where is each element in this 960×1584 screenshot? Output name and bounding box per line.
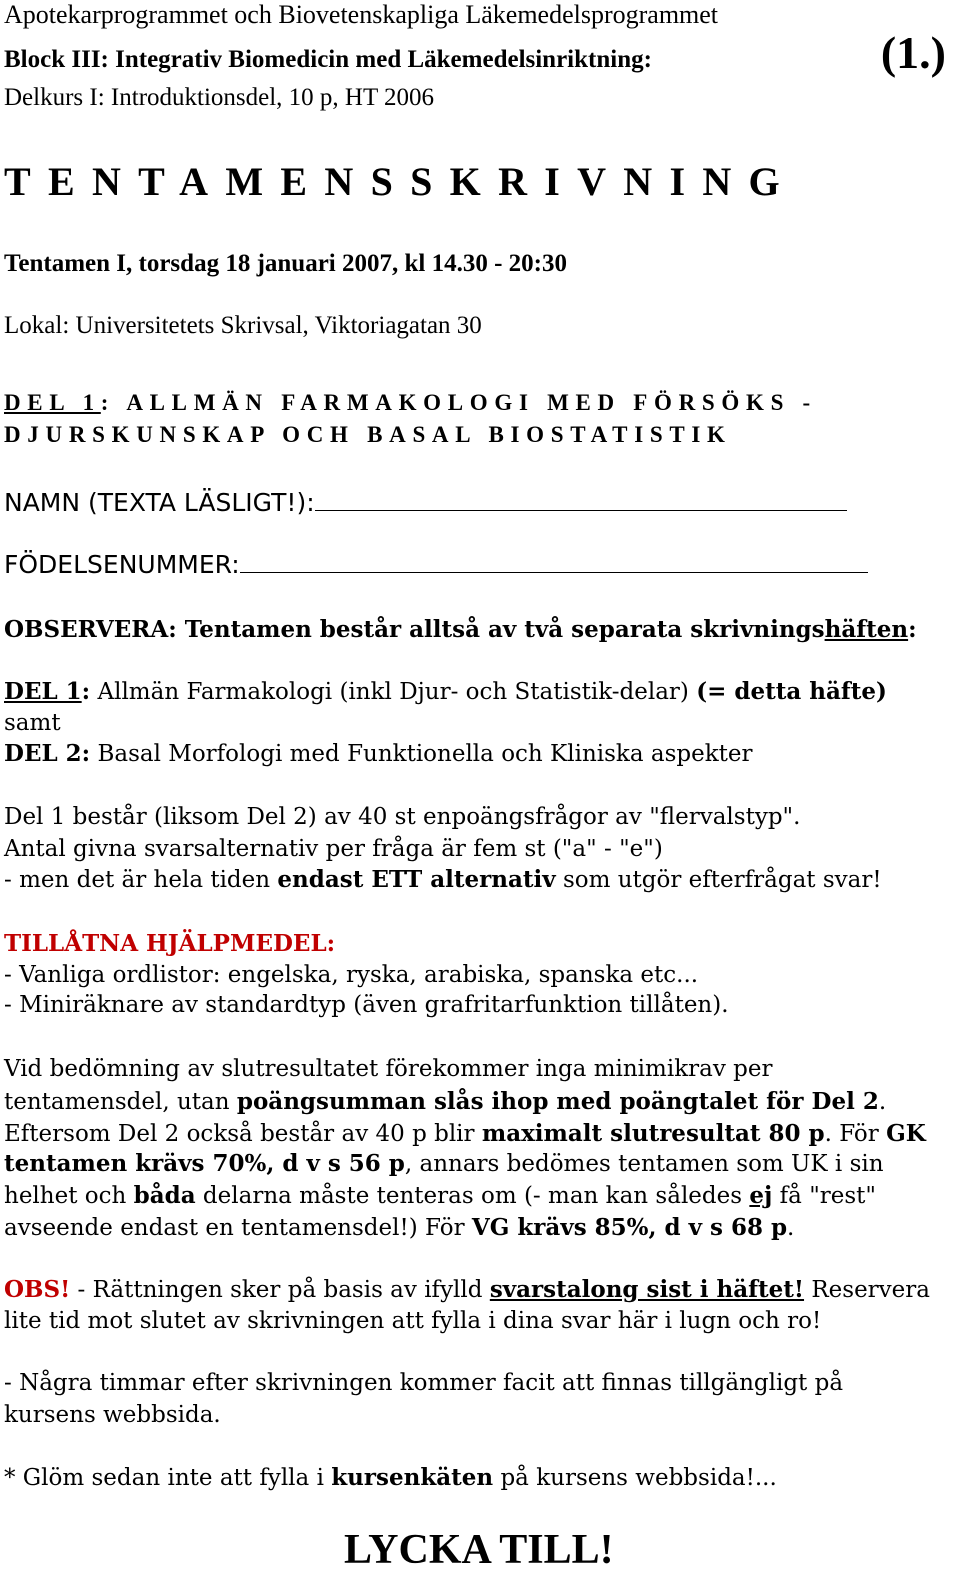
- format-line-3-bold: endast ETT alternativ: [277, 866, 556, 893]
- program-line: Apotekarprogrammet och Biovetenskapliga Läkemedelsprogrammet: [4, 0, 719, 29]
- page-number: (1.): [880, 27, 946, 78]
- grading-line-5-bold: båda: [133, 1182, 196, 1209]
- del2-text: Basal Morfologi med Funktionella och Kliniska aspekter: [90, 741, 753, 767]
- part-title-rest: : ALLMÄN FARMAKOLOGI MED FÖRSÖKS -: [100, 390, 817, 415]
- format-line-3: [4, 866, 882, 893]
- grading-line-1: Vid bedömning av slutresultatet förekommer inga minimikrav per: [4, 1056, 773, 1082]
- block-line: Block III: Integrativ Biomedicin med Läkemedelsinriktning:: [4, 46, 652, 73]
- exam-location-line: Lokal: Universitetets Skrivsal, Viktoriagatan 30: [4, 312, 482, 339]
- part-title-line1: [4, 390, 817, 416]
- observe-underlined: häften: [824, 616, 909, 643]
- obs-line-1: [4, 1276, 930, 1303]
- obs-line-1-a: - Rättningen sker på basis av ifylld: [70, 1277, 490, 1303]
- grading-line-6: [4, 1214, 794, 1241]
- del1-text: Allmän Farmakologi (inkl Djur- och Statistik-delar): [90, 679, 697, 705]
- samt-line: samt: [4, 710, 61, 736]
- grading-line-2-a: tentamensdel, utan: [4, 1089, 237, 1115]
- grading-line-3-bold-2: GK: [886, 1120, 926, 1147]
- grading-line-3-bold-1: maximalt slutresultat 80 p: [481, 1120, 825, 1147]
- aids-item-1: - Vanliga ordlistor: engelska, ryska, arabiska, spanska etc...: [4, 962, 699, 988]
- grading-line-6-a: avseende endast en tentamensdel!) För: [4, 1215, 472, 1241]
- page-title: TENTAMENSSKRIVNING: [4, 159, 797, 204]
- grading-line-2: [4, 1088, 886, 1115]
- del1-line: [4, 678, 887, 705]
- grading-line-5-c: få "rest": [772, 1183, 877, 1209]
- grading-line-2-bold: poängsumman slås ihop med poängtalet för Del 2: [236, 1088, 879, 1115]
- del2-line: [4, 740, 753, 767]
- format-line-3-a: - men det är hela tiden: [4, 867, 278, 893]
- obs-line-2: lite tid mot slutet av skrivningen att fylla i dina svar här i lugn och ro!: [4, 1308, 822, 1334]
- facit-line-1: - Några timmar efter skrivningen kommer facit att finnas tillgängligt på: [4, 1370, 844, 1396]
- format-line-2: Antal givna svarsalternativ per fråga är fem st ("a" - "e"): [4, 836, 663, 862]
- aids-heading: TILLÅTNA HJÄLPMEDEL:: [4, 930, 336, 957]
- name-blank-line[interactable]: [315, 509, 847, 511]
- closing-greeting: LYCKA TILL!: [344, 1527, 614, 1573]
- obs-line-1-b: Reservera: [804, 1277, 930, 1303]
- name-field[interactable]: [4, 488, 847, 517]
- observe-line: [4, 616, 917, 643]
- exam-date-line: Tentamen I, torsdag 18 januari 2007, kl 14.30 - 20:30: [4, 250, 567, 277]
- grading-line-4: [4, 1150, 884, 1177]
- obs-line-1-underlined: svarstalong sist i häftet!: [489, 1276, 805, 1303]
- aids-item-2: - Miniräknare av standardtyp (även grafritarfunktion tillåten).: [4, 992, 729, 1018]
- birth-number-field[interactable]: [4, 550, 868, 579]
- grading-line-5-ej: ej: [749, 1182, 773, 1209]
- course-line: Delkurs I: Introduktionsdel, 10 p, HT 2006: [4, 84, 435, 111]
- grading-line-6-bold: VG krävs 85%, d v s 68 p: [471, 1214, 788, 1241]
- grading-line-3-a: Eftersom Del 2 också består av 40 p blir: [4, 1121, 482, 1147]
- format-line-3-b: som utgör efterfrågat svar!: [555, 867, 882, 893]
- grading-line-3: [4, 1120, 926, 1147]
- part-label: DEL 1: [4, 390, 101, 415]
- del2-label: DEL 2:: [4, 740, 91, 767]
- facit-line-2: kursens webbsida.: [4, 1402, 221, 1428]
- del1-label: DEL 1: [4, 678, 82, 705]
- format-line-1: Del 1 består (liksom Del 2) av 40 st enpoängsfrågor av "flervalstyp".: [4, 804, 801, 830]
- obs-label: OBS!: [4, 1276, 71, 1303]
- del1-note: (= detta häfte): [696, 678, 887, 705]
- survey-b: på kursens webbsida!...: [493, 1465, 777, 1491]
- birth-number-label: FÖDELSENUMMER:: [4, 550, 240, 579]
- grading-line-4-bold: tentamen krävs 70%, d v s 56 p: [4, 1150, 405, 1177]
- grading-line-2-b: .: [878, 1089, 887, 1115]
- grading-line-5: [4, 1182, 876, 1209]
- survey-a: * Glöm sedan inte att fylla i: [4, 1465, 332, 1491]
- grading-line-5-b: delarna måste tenteras om (- man kan således: [195, 1183, 750, 1209]
- survey-line: [4, 1464, 777, 1491]
- part-title-line2: DJURSKUNSKAP OCH BASAL BIOSTATISTIK: [4, 422, 732, 447]
- grading-line-3-b: . För: [824, 1121, 887, 1147]
- grading-line-4-b: , annars bedömes tentamen som UK i sin: [404, 1151, 884, 1177]
- del1-colon: :: [81, 678, 91, 705]
- observe-lead: OBSERVERA: Tentamen består alltså av två separata skrivnings: [4, 616, 825, 643]
- grading-line-5-a: helhet och: [4, 1183, 134, 1209]
- survey-bold: kursenkäten: [331, 1464, 494, 1491]
- name-label: NAMN (TEXTA LÄSLIGT!):: [4, 488, 315, 517]
- birth-number-blank-line[interactable]: [240, 571, 868, 573]
- grading-line-6-b: .: [787, 1215, 795, 1241]
- observe-colon: :: [908, 616, 917, 643]
